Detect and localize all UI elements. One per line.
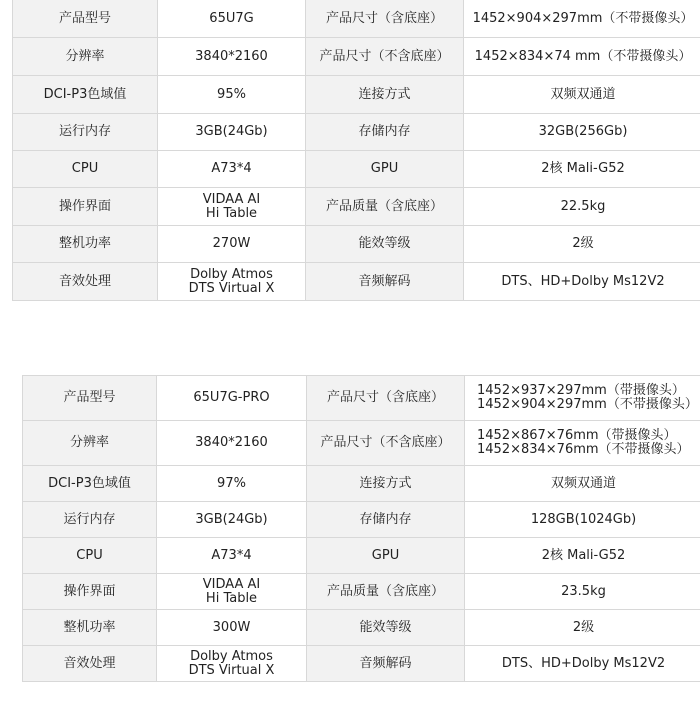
spec-label-right: GPU <box>306 151 464 188</box>
spec-label-right: 存储内存 <box>306 114 464 151</box>
spec-value-line: VIDAA AI <box>202 191 261 207</box>
spec-value-line: A73*4 <box>211 547 252 563</box>
spec-value-right <box>464 114 700 151</box>
spec-label-right: 产品质量（含底座） <box>306 188 464 226</box>
spec-value-line: 2核 Mali-G52 <box>541 547 626 563</box>
spec-row <box>13 151 700 188</box>
spec-value-line: 2级 <box>572 619 595 635</box>
spec-label-left: 操作界面 <box>23 574 157 610</box>
spec-value-line: 270W <box>212 236 251 251</box>
spec-row <box>23 610 700 646</box>
spec-label-left: DCI-P3色域值 <box>13 76 158 114</box>
spec-value-line: VIDAA AI <box>202 576 261 592</box>
spec-label-right: 产品尺寸（不含底座） <box>307 421 465 466</box>
spec-value-line: 双频双通道 <box>550 475 616 491</box>
spec-row <box>13 263 700 301</box>
spec-value-right <box>465 421 700 466</box>
spec-value-left <box>158 38 306 76</box>
spec-value-left <box>158 76 306 114</box>
spec-label-left: DCI-P3色域值 <box>23 466 157 502</box>
spec-value-line: DTS、HD+Dolby Ms12V2 <box>501 273 665 289</box>
spec-value-line: 95% <box>217 86 246 102</box>
spec-row <box>13 226 700 263</box>
spec-value-right <box>464 263 700 301</box>
spec-label-left: 操作界面 <box>13 188 158 226</box>
spec-label-right: 连接方式 <box>306 76 464 114</box>
spec-value-line: 3GB(24Gb) <box>195 511 268 527</box>
spec-label-right: GPU <box>307 538 465 574</box>
spec-value-right <box>464 151 700 188</box>
spec-label-right: 连接方式 <box>307 466 465 502</box>
spec-label-right: 产品质量（含底座） <box>307 574 465 610</box>
spec-value-left <box>158 188 306 226</box>
spec-value-line: 300W <box>212 619 251 635</box>
spec-label-left: 运行内存 <box>23 502 157 538</box>
spec-value-line: 65U7G-PRO <box>193 390 270 405</box>
spec-value-right <box>465 466 700 502</box>
spec-row <box>23 538 700 574</box>
spec-value-line: 32GB(256Gb) <box>538 124 628 139</box>
spec-value-right <box>464 76 700 114</box>
spec-row <box>13 0 700 38</box>
spec-value-line: 3GB(24Gb) <box>195 124 268 139</box>
spec-label-right: 产品尺寸（含底座） <box>306 0 464 38</box>
spec-value-left <box>157 466 307 502</box>
spec-value-line: 97% <box>217 475 246 491</box>
spec-label-left: 音效处理 <box>23 646 157 682</box>
spec-label-left: CPU <box>13 151 158 188</box>
spec-value-line: DTS、HD+Dolby Ms12V2 <box>501 655 666 671</box>
spec-label-right: 产品尺寸（不含底座） <box>306 38 464 76</box>
spec-value-left <box>157 538 307 574</box>
spec-value-left <box>158 151 306 188</box>
spec-value-line: 1452×904×297mm（不带摄像头） <box>472 10 694 26</box>
spec-value-line: 3840*2160 <box>195 435 268 450</box>
spec-table-65u7g <box>12 0 700 301</box>
spec-row <box>23 421 700 466</box>
spec-value-line: Hi Table <box>205 590 258 606</box>
spec-label-right: 音频解码 <box>306 263 464 301</box>
spec-value-right <box>465 376 700 421</box>
spec-table-body <box>23 376 700 682</box>
spec-row <box>13 188 700 226</box>
spec-value-right <box>464 38 700 76</box>
spec-value-right <box>464 0 700 38</box>
spec-value-right <box>465 502 700 538</box>
spec-row <box>13 38 700 76</box>
spec-value-left <box>158 263 306 301</box>
spec-value-left <box>157 646 307 682</box>
spec-row <box>13 76 700 114</box>
spec-label-left: 整机功率 <box>23 610 157 646</box>
spec-label-left: 整机功率 <box>13 226 158 263</box>
spec-label-left: 分辨率 <box>23 421 157 466</box>
spec-value-left <box>157 376 307 421</box>
spec-label-left: 产品型号 <box>23 376 157 421</box>
spec-table-65u7g-pro <box>22 375 700 682</box>
spec-value-right <box>464 226 700 263</box>
spec-label-right: 音频解码 <box>307 646 465 682</box>
spec-label-left: CPU <box>23 538 157 574</box>
spec-row <box>23 466 700 502</box>
spec-label-right: 存储内存 <box>307 502 465 538</box>
spec-value-right <box>465 610 700 646</box>
spec-row <box>23 502 700 538</box>
spec-label-left: 分辨率 <box>13 38 158 76</box>
spec-value-line: 2核 Mali-G52 <box>541 161 625 176</box>
spec-value-right <box>465 538 700 574</box>
spec-value-line: 128GB(1024Gb) <box>530 511 637 527</box>
spec-value-line: 1452×937×297mm（带摄像头） <box>477 383 685 398</box>
spec-value-line: 1452×834×76mm（不带摄像头） <box>477 442 690 457</box>
spec-value-left <box>157 502 307 538</box>
spec-value-line: DTS Virtual X <box>188 662 275 678</box>
spec-value-left <box>158 114 306 151</box>
spec-label-left: 产品型号 <box>13 0 158 38</box>
spec-value-line: 23.5kg <box>561 583 606 599</box>
spec-value-line: 2级 <box>572 236 594 251</box>
spec-value-left <box>157 574 307 610</box>
spec-value-line: Dolby Atmos <box>190 648 273 664</box>
spec-value-line: 1452×867×76mm（带摄像头） <box>477 428 677 443</box>
spec-label-right: 产品尺寸（含底座） <box>307 376 465 421</box>
spec-row <box>23 574 700 610</box>
spec-value-line: Dolby Atmos <box>190 266 273 282</box>
spec-row <box>13 114 700 151</box>
spec-label-left: 运行内存 <box>13 114 158 151</box>
spec-value-left <box>157 421 307 466</box>
spec-value-line: 双频双通道 <box>550 86 616 102</box>
spec-value-left <box>157 610 307 646</box>
spec-value-right <box>465 574 700 610</box>
spec-value-line: 22.5kg <box>560 198 606 214</box>
spec-value-line: 65U7G <box>209 10 254 26</box>
spec-value-right <box>465 646 700 682</box>
spec-value-line: 1452×904×297mm（不带摄像头） <box>477 397 698 412</box>
spec-value-line: 1452×834×74 mm（不带摄像头） <box>474 48 692 64</box>
spec-value-line: Hi Table <box>205 205 258 221</box>
spec-label-right: 能效等级 <box>306 226 464 263</box>
spec-value-left <box>158 226 306 263</box>
spec-value-line: DTS Virtual X <box>188 280 275 296</box>
spec-label-right: 能效等级 <box>307 610 465 646</box>
spec-table-body <box>13 0 700 301</box>
spec-row <box>23 376 700 421</box>
spec-row <box>23 646 700 682</box>
spec-value-line: A73*4 <box>211 161 252 176</box>
spec-value-line: 3840*2160 <box>195 48 268 64</box>
spec-value-right <box>464 188 700 226</box>
spec-label-left: 音效处理 <box>13 263 158 301</box>
spec-value-left <box>158 0 306 38</box>
